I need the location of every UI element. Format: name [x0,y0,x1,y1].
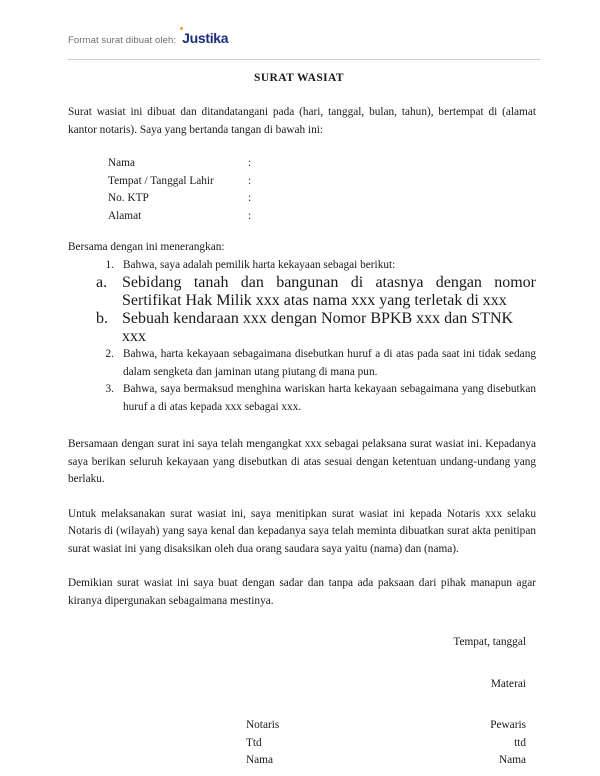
stamp-label: Materai [490,677,526,690]
list-marker: a. [96,274,108,291]
list-item-text: Sebuah kendaraan xxx dengan Nomor BPKB xxx dan STNK xxx [122,310,514,345]
field-label: Nama [108,157,135,169]
list-item-text: Bahwa, saya bermaksud menghina wariskan harta kekayaan sebagaimana yang disebutkan huruf a di atas kepada xxx sebagai xxx. [123,383,536,413]
list-item-text: Bahwa, saya adalah pemilik harta kekayaan sebagai berikut: [123,258,396,271]
list-item [68,257,540,275]
declaration-list [68,257,540,275]
field-row-alamat [108,208,540,226]
list-item-text: Sebidang tanah dan bangunan di atasnya dengan nomor Sertifikat Hak Milik xxx atas nama xxx yang terletak di xxx [122,274,536,309]
list-marker: b. [96,310,108,327]
header-divider [68,59,540,60]
field-row-nama [108,155,540,173]
signature-block [68,717,540,770]
field-row-no-ktp [108,190,540,208]
declaration-lead: Bersama dengan ini menerangkan: [68,241,225,253]
page-title: SURAT WASIAT [254,72,344,84]
signature-column-notaris [246,717,279,770]
notary-paragraph: Untuk melaksanakan surat wasiat ini, saya menitipkan surat wasiat ini kepada Notaris xxx selaku Notaris di (wilayah) yang saya kenal dan kepadanya saya telah meminta dibuatkan surat akta penitipan surat wasiat ini yang disaksikan oleh dua orang saudara saya yaitu (nama) dan (nama). [68,507,536,555]
field-label: Alamat [108,209,142,222]
field-value[interactable] [258,155,540,173]
field-colon: : [248,209,252,222]
field-colon: : [248,157,252,169]
signature-role: Notaris [246,719,280,731]
list-item [68,346,540,381]
list-item [68,310,540,346]
field-colon: : [248,174,252,187]
list-marker: 1. [105,258,114,271]
field-value[interactable] [258,190,540,208]
signature-line-label: Ttd [246,736,262,749]
logo-dot-icon [180,27,183,30]
field-colon: : [248,192,252,204]
list-item-text: Bahwa, harta kekayaan sebagaimana disebutkan huruf a di atas pada saat ini tidak sedang dalam sengketa dan jaminan utang piutang di mana pun. [123,348,536,378]
credit-text: Format surat dibuat oleh: [68,35,177,46]
list-marker: 2. [105,348,114,360]
signature-role: Pewaris [490,719,526,731]
justika-logo[interactable] [182,30,228,46]
asset-sublist [68,274,540,346]
document-header [68,30,540,50]
declaration-list-continued [68,346,540,416]
list-marker: 3. [105,383,114,395]
brand-name: Justika [182,30,229,46]
place-date: Tempat, tanggal [453,636,526,648]
field-row-tempat-tanggal-lahir [108,173,540,191]
list-item [68,274,540,310]
intro-paragraph: Surat wasiat ini dibuat dan ditandatangani pada (hari, tanggal, bulan, tahun), bertempat di (alamat kantor notaris). Saya yang bertanda tangan di bawah ini: [68,106,536,136]
signature-name-label: Nama [246,754,273,766]
signature-line-label: ttd [514,736,526,749]
signature-column-pewaris [490,717,526,770]
list-item [68,381,540,416]
signature-name-label: Nama [499,754,526,766]
field-label: Tempat / Tanggal Lahir [108,174,214,187]
field-value[interactable] [258,173,540,191]
field-value[interactable] [258,208,540,226]
executor-paragraph: Bersamaan dengan surat ini saya telah mengangkat xxx sebagai pelaksana surat wasiat ini. Kepadanya saya berikan seluruh kekayaan yang disebutkan di atas sesuai dengan ketentuan undang-undang yang berlaku. [68,438,536,485]
identity-fields [68,155,540,225]
closing-paragraph: Demikian surat wasiat ini saya buat dengan sadar dan tanpa ada paksaan dari pihak manapun agar kiranya dipergunakan sebagaimana mestinya. [68,577,536,607]
signature-spacer [279,717,490,770]
field-label: No. KTP [108,192,149,204]
